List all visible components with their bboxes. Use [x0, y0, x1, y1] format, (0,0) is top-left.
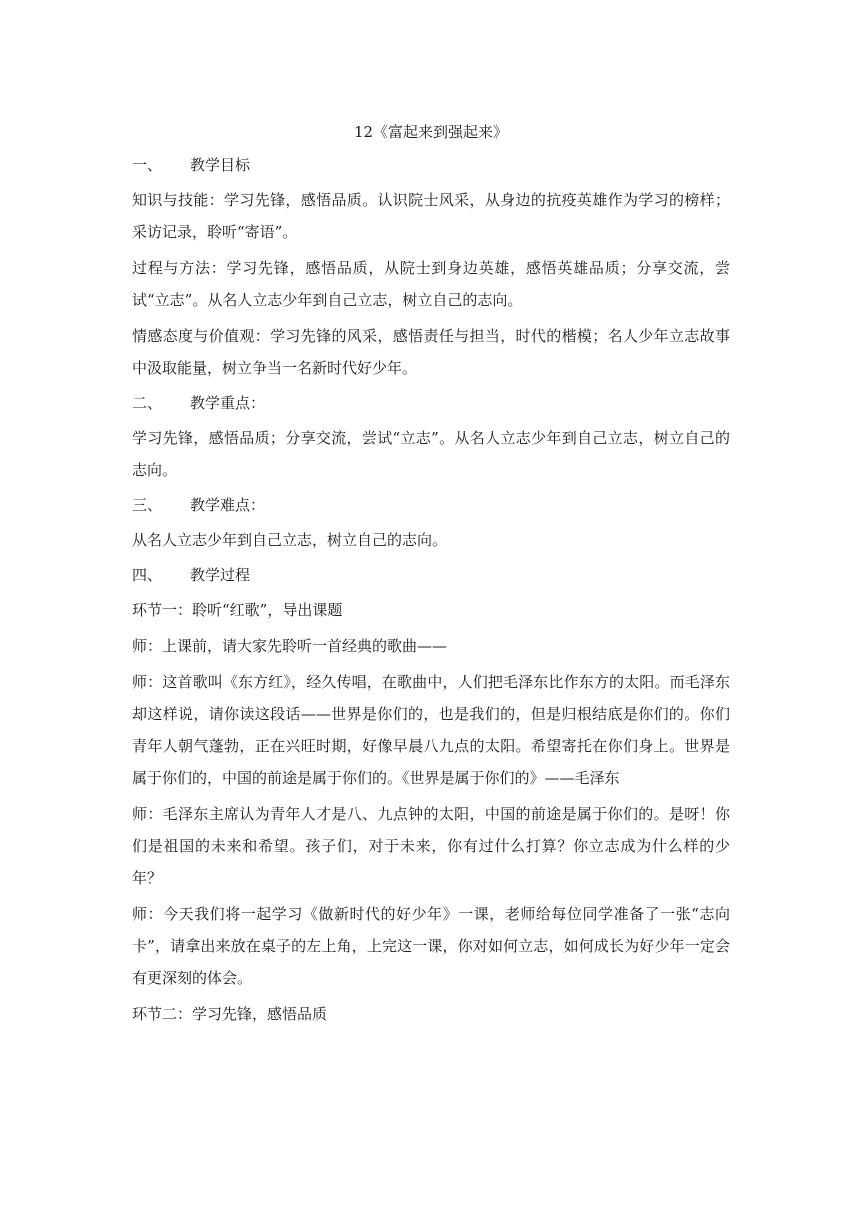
- paragraph: 师：上课前，请大家先聆听一首经典的歌曲——: [132, 637, 448, 655]
- paragraph: 师：毛泽东主席认为青年人才是八、九点钟的太阳，中国的前途是属于你们的。是呀！你们是祖国的未来和希望。孩子们，对于未来，你有过什么打算？你立志成为什么样的少年？: [132, 805, 730, 887]
- section-number: 四、: [132, 566, 163, 584]
- document-page: [132, 118, 730, 1034]
- paragraph: 师：今天我们将一起学习《做新时代的好少年》一课，老师给每位同学准备了一张“志向卡”，请拿出来放在桌子的左上角，上完这一课，你对如何立志，如何成长为好少年一定会有更深刻的体会。: [132, 905, 730, 987]
- section-number: 二、: [132, 394, 163, 412]
- paragraph: 从名人立志少年到自己立志，树立自己的志向。: [132, 531, 448, 549]
- paragraph: 知识与技能：学习先锋，感悟品质。认识院士风采，从身边的抗疫英雄作为学习的榜样；采访记录，聆听“寄语”。: [132, 191, 730, 241]
- paragraph: 学习先锋，感悟品质；分享交流，尝试“立志”。从名人立志少年到自己立志，树立自己的志向。: [132, 429, 730, 479]
- document-title: 12《富起来到强起来》: [353, 123, 509, 141]
- paragraph: 师：这首歌叫《东方红》，经久传唱，在歌曲中，人们把毛泽东比作东方的太阳。而毛泽东却这样说，请你读这段话——世界是你们的，也是我们的，但是归根结底是你们的。你们青年人朝气蓬勃，正在兴旺时期，好像早晨八九点的太阳。希望寄托在你们身上。世界是属于你们的，中国的前途是属于你们的。《世界是属于你们的》——毛泽东: [132, 673, 730, 787]
- paragraph: 情感态度与价值观：学习先锋的风采，感悟责任与担当，时代的楷模；名人少年立志故事中汲取能量，树立争当一名新时代好少年。: [132, 327, 730, 377]
- section-heading-1: [132, 150, 730, 180]
- section-heading-4: [132, 560, 730, 590]
- section-title: 教学过程: [190, 566, 251, 584]
- paragraph: 环节一：聆听“红歌”，导出课题: [132, 601, 343, 619]
- section-title: 教学重点：: [190, 394, 266, 412]
- section-title: 教学难点：: [190, 496, 266, 514]
- section-title: 教学目标: [190, 156, 251, 174]
- section-heading-2: [132, 388, 730, 418]
- section-number: 一、: [132, 156, 163, 174]
- section-heading-3: [132, 490, 730, 520]
- paragraph: 环节二：学习先锋，感悟品质: [132, 1005, 328, 1023]
- paragraph: 过程与方法：学习先锋，感悟品质，从院士到身边英雄，感悟英雄品质；分享交流，尝试“立志”。从名人立志少年到自己立志，树立自己的志向。: [132, 259, 730, 309]
- section-number: 三、: [132, 496, 163, 514]
